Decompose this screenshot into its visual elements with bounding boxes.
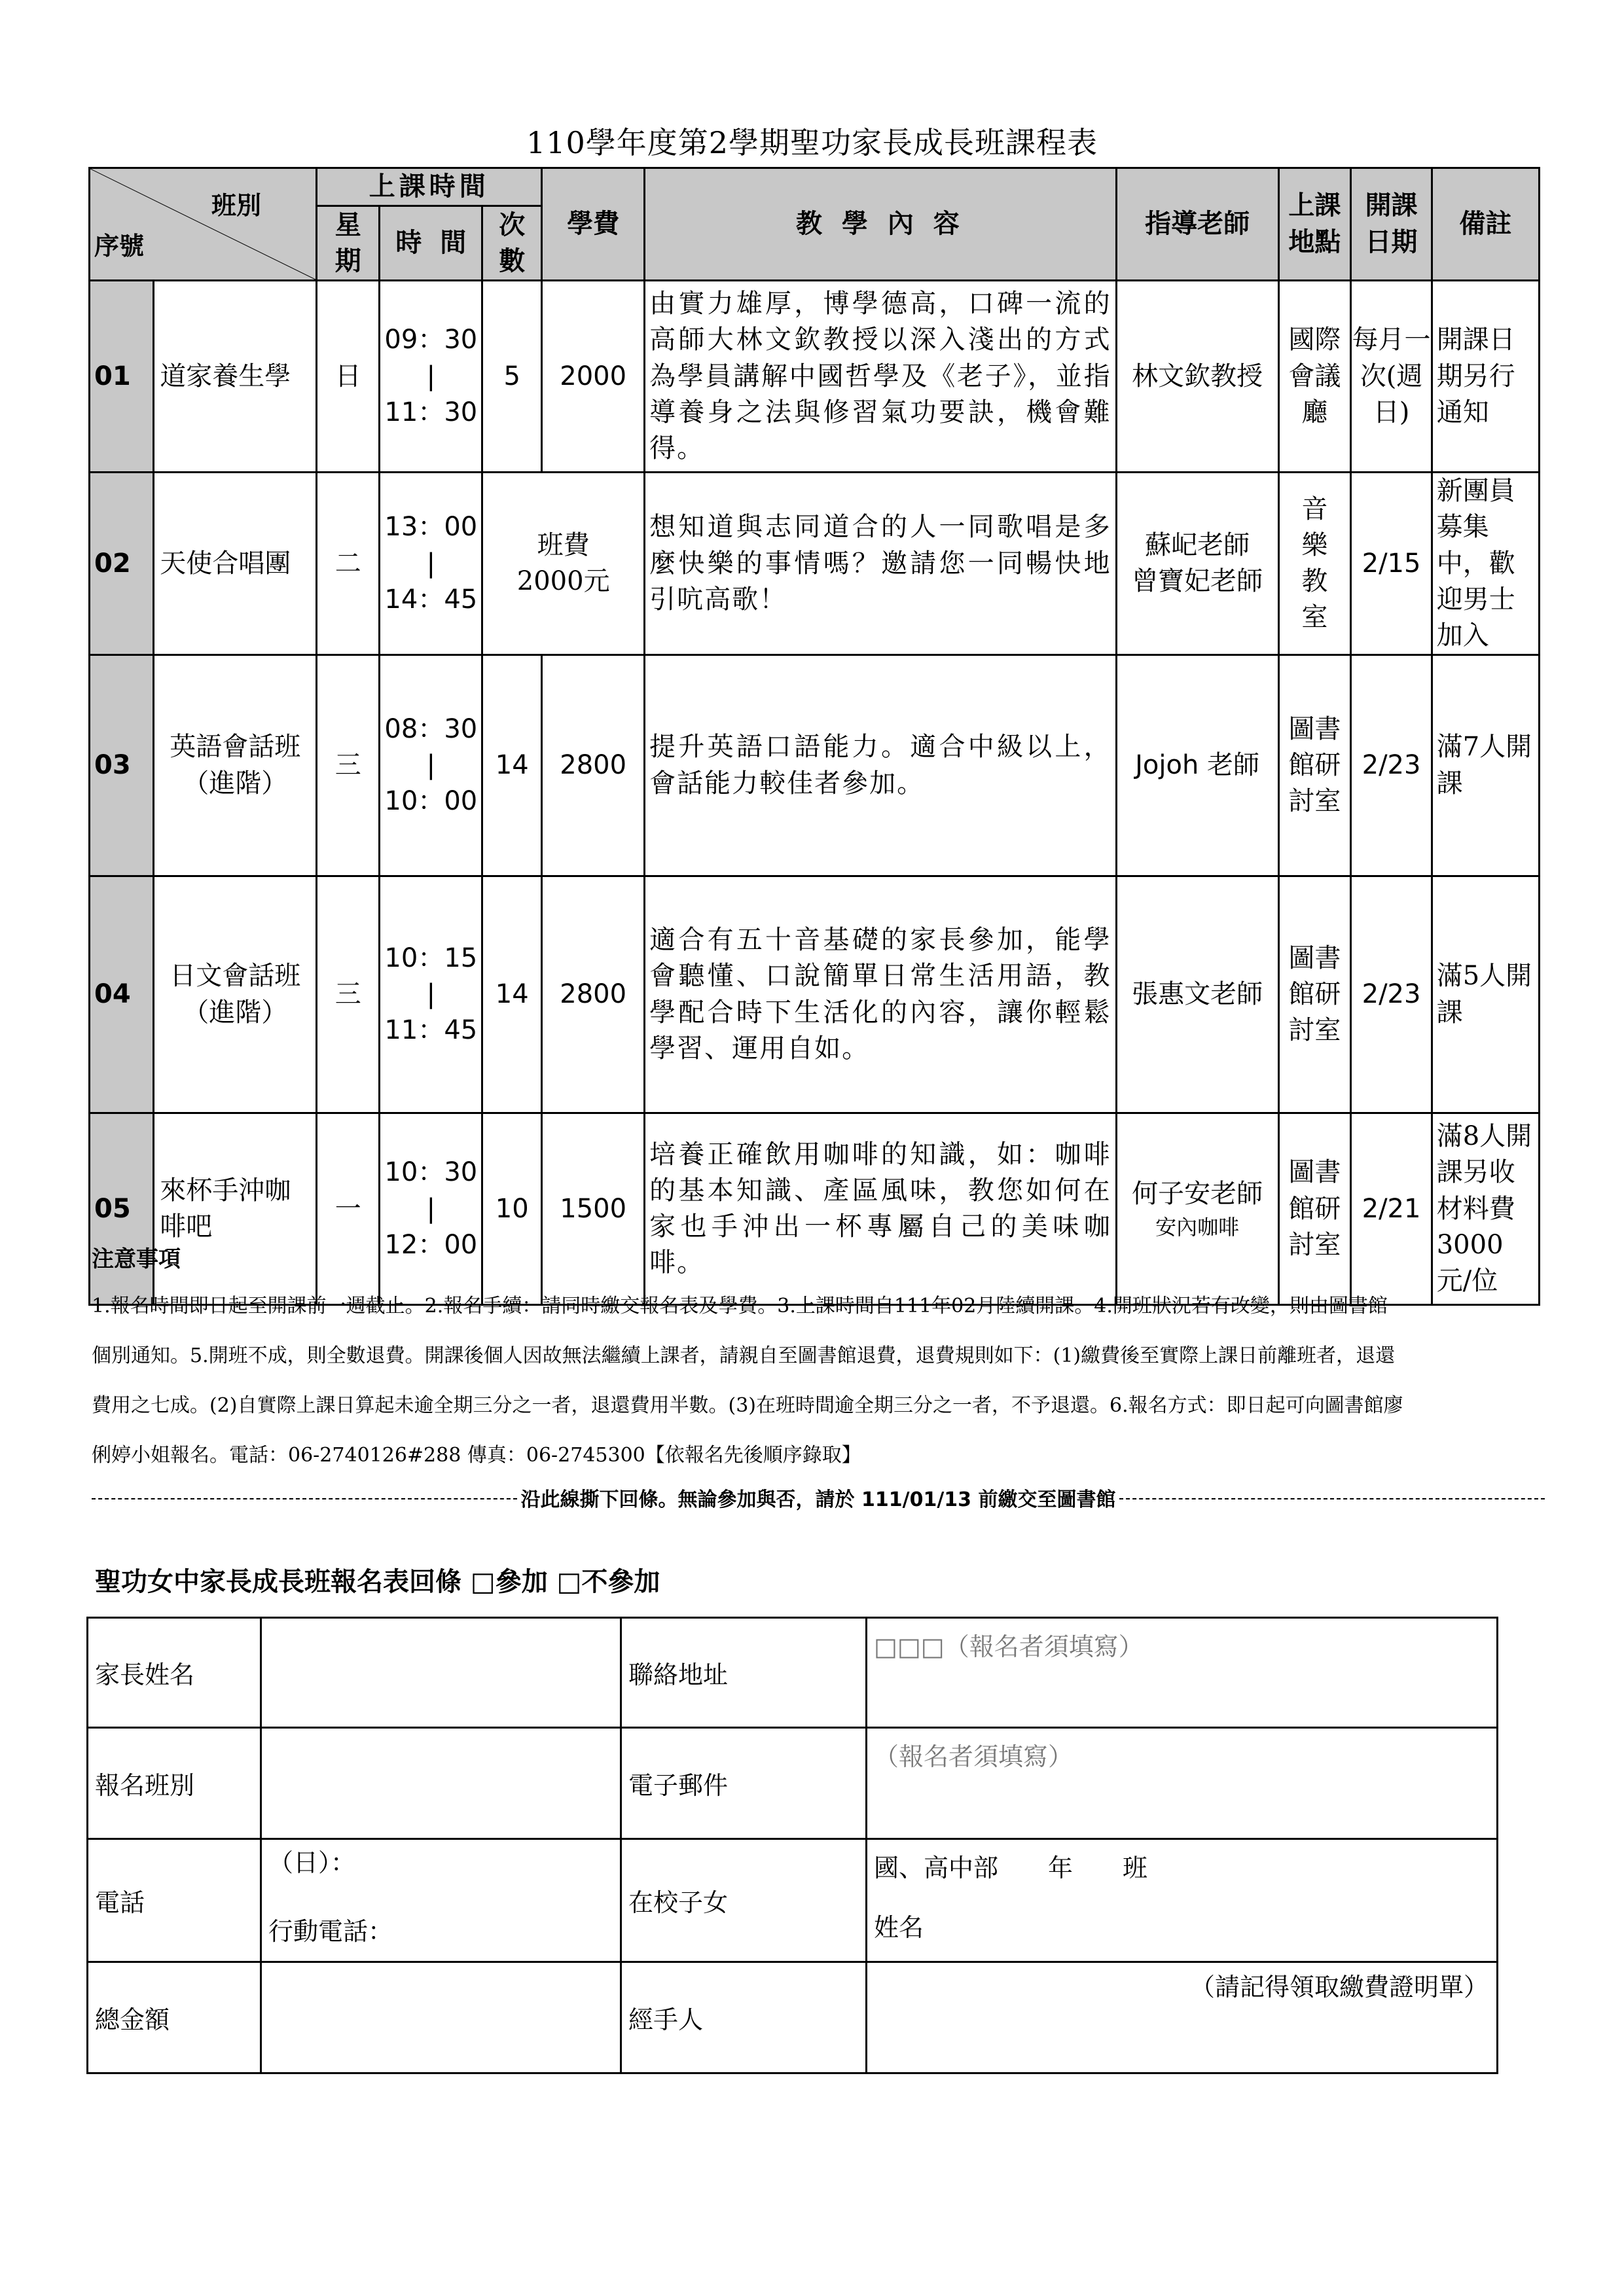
location-header: 上課地點 — [1278, 168, 1351, 281]
teacher-name: 何子安老師 — [1132, 1179, 1263, 1210]
end-time: 14：45 — [384, 584, 478, 615]
row-time — [380, 876, 482, 1113]
time-separator: | — [426, 750, 436, 781]
notes-line: 俐婷小姐報名。電話：06-2740126#288 傳真：06-2745300【依報名先後順序錄取】 — [92, 1444, 861, 1467]
row-fee: 2000 — [542, 281, 645, 473]
notes-body — [92, 1282, 1545, 1480]
row-teacher: Jojoh 老師 — [1116, 655, 1278, 876]
email-hint: （報名者須填寫） — [874, 1742, 1074, 1771]
row-teacher — [1116, 1113, 1278, 1305]
row-teacher: 張惠文老師 — [1116, 876, 1278, 1113]
row-location: 國際會議廳 — [1278, 281, 1351, 473]
row-content: 由實力雄厚，博學德高，口碑一流的高師大林文欽教授以深入淺出的方式為學員講解中國哲學及《老子》，並指導養身之法與修習氣功要訣，機會難得。 — [645, 281, 1117, 473]
row-remark: 滿8人開課另收材料費3000元/位 — [1432, 1113, 1539, 1305]
row-class-name: 英語會話班（進階） — [154, 655, 317, 876]
row-seq: 05 — [90, 1113, 154, 1305]
row-weekday: 一 — [317, 1113, 380, 1305]
course-schedule-table — [88, 167, 1540, 1306]
row-teacher: 林文欽教授 — [1116, 281, 1278, 473]
start-time: 09：30 — [384, 325, 478, 355]
dashed-line-right — [1119, 1498, 1545, 1499]
time-separator: | — [426, 361, 436, 391]
page-title: 110學年度第2學期聖功家長成長班課程表 — [526, 125, 1098, 160]
start-time: 10：30 — [384, 1157, 478, 1188]
reply-form-title: 聖功女中家長成長班報名表回條 □參加 □不參加 — [95, 1566, 660, 1597]
class-label: 報名班別 — [88, 1728, 261, 1839]
student-name-label: 姓名 — [874, 1913, 924, 1942]
time-separator: | — [426, 1193, 436, 1224]
email-label: 電子郵件 — [621, 1728, 867, 1839]
handler-label: 經手人 — [621, 1962, 867, 2073]
row-fee-merged: 班費2000元 — [482, 473, 645, 655]
row-class-name: 道家養生學 — [154, 281, 317, 473]
row-sessions: 14 — [482, 876, 542, 1113]
teacher-affiliation: 安內咖啡 — [1155, 1214, 1240, 1240]
row-seq: 02 — [90, 473, 154, 655]
handler-field[interactable] — [867, 1962, 1498, 2073]
row-remark: 新團員募集中，歡迎男士加入 — [1432, 473, 1539, 655]
row-location: 圖書館研討室 — [1278, 655, 1351, 876]
row-content: 適合有五十音基礎的家長參加，能學會聽懂、口說簡單日常生活用語，教學配合時下生活化的內容，讓你輕鬆學習、運用自如。 — [645, 876, 1117, 1113]
row-class-name: 日文會話班（進階） — [154, 876, 317, 1113]
row-time — [380, 655, 482, 876]
row-remark: 開課日期另行通知 — [1432, 281, 1539, 473]
class-field[interactable] — [261, 1728, 621, 1839]
sessions-header: 次數 — [482, 206, 542, 281]
row-weekday: 二 — [317, 473, 380, 655]
row-remark: 滿7人開課 — [1432, 655, 1539, 876]
row-location: 圖書館研討室 — [1278, 876, 1351, 1113]
phone-day-label: （日）： — [268, 1848, 356, 1877]
start-time: 08：30 — [384, 713, 478, 744]
row-time — [380, 473, 482, 655]
dashed-line-left — [92, 1498, 517, 1499]
end-time: 11：45 — [384, 1015, 478, 1046]
row-start-date: 2/15 — [1351, 473, 1432, 655]
teacher-name: 蘇屺老師 — [1145, 529, 1250, 560]
table-row — [90, 876, 1540, 1113]
student-field[interactable] — [867, 1839, 1498, 1962]
row-sessions: 5 — [482, 281, 542, 473]
tear-line-text: 沿此線撕下回條。無論參加與否，請於 111/01/13 前繳交至圖書館 — [520, 1488, 1116, 1511]
diagonal-header-cell — [90, 168, 317, 281]
start-time: 10：15 — [384, 942, 478, 973]
parent-name-field[interactable] — [261, 1618, 621, 1728]
address-label: 聯絡地址 — [621, 1618, 867, 1728]
row-sessions: 14 — [482, 655, 542, 876]
student-grade-label: 國、高中部 年 班 — [874, 1854, 1148, 1882]
table-row — [90, 281, 1540, 473]
notes-line: 個別通知。5.開班不成，則全數退費。開課後個人因故無法繼續上課者，請親自至圖書館退費，退費規則如下：(1)繳費後至實際上課日前離班者，退還 — [92, 1344, 1396, 1367]
tear-line — [92, 1484, 1545, 1511]
student-label: 在校子女 — [621, 1839, 867, 1962]
phone-label: 電話 — [88, 1839, 261, 1962]
phone-mobile-label: 行動電話： — [268, 1917, 393, 1946]
time-group-header: 上課時間 — [317, 168, 542, 206]
time-header: 時 間 — [380, 206, 482, 281]
end-time: 12：00 — [384, 1229, 478, 1260]
row-time — [380, 281, 482, 473]
notes-line: 1.報名時間即日起至開課前一週截止。2.報名手續：請同時繳交報名表及學費。3.上課時間自111年02月陸續開課。4.開班狀況若有改變，則由圖書館 — [92, 1295, 1388, 1318]
total-field[interactable] — [261, 1962, 621, 2073]
row-class-name: 來杯手沖咖啡吧 — [154, 1113, 317, 1305]
row-fee: 1500 — [542, 1113, 645, 1305]
end-time: 11：30 — [384, 397, 478, 427]
time-separator: | — [426, 548, 436, 579]
time-separator: | — [426, 979, 436, 1010]
address-field[interactable] — [867, 1618, 1498, 1728]
table-row — [90, 473, 1540, 655]
row-fee: 2800 — [542, 655, 645, 876]
total-label: 總金額 — [88, 1962, 261, 2073]
address-hint: □□□（報名者須填寫） — [874, 1632, 1144, 1661]
notes-title: 注意事項 — [92, 1246, 181, 1272]
teacher-header: 指導老師 — [1116, 168, 1278, 281]
row-fee: 2800 — [542, 876, 645, 1113]
row-remark: 滿5人開課 — [1432, 876, 1539, 1113]
teacher-name-2: 曾寶妃老師 — [1132, 566, 1263, 597]
seq-header: 序號 — [94, 232, 145, 260]
end-time: 10：00 — [384, 786, 478, 817]
row-start-date: 2/23 — [1351, 655, 1432, 876]
start-header: 開課日期 — [1351, 168, 1432, 281]
row-location: 圖書館研討室 — [1278, 1113, 1351, 1305]
row-content: 想知道與志同道合的人一同歌唱是多麼快樂的事情嗎？邀請您一同暢快地引吭高歌！ — [645, 473, 1117, 655]
row-seq: 03 — [90, 655, 154, 876]
receipt-hint: （請記得領取繳費證明單） — [1189, 1973, 1489, 2001]
fee-header: 學費 — [542, 168, 645, 281]
parent-name-label: 家長姓名 — [88, 1618, 261, 1728]
row-seq: 04 — [90, 876, 154, 1113]
row-start-date: 每月一次(週日) — [1351, 281, 1432, 473]
table-row — [90, 655, 1540, 876]
email-field[interactable] — [867, 1728, 1498, 1839]
phone-field[interactable] — [261, 1839, 621, 1962]
row-seq: 01 — [90, 281, 154, 473]
row-start-date: 2/21 — [1351, 1113, 1432, 1305]
row-class-name: 天使合唱團 — [154, 473, 317, 655]
remark-header: 備註 — [1432, 168, 1539, 281]
class-header: 班別 — [211, 191, 262, 220]
row-weekday: 三 — [317, 876, 380, 1113]
weekday-header: 星期 — [317, 206, 380, 281]
row-start-date: 2/23 — [1351, 876, 1432, 1113]
table-row — [90, 1113, 1540, 1305]
reply-form-table — [86, 1617, 1498, 2074]
row-sessions: 10 — [482, 1113, 542, 1305]
start-time: 13：00 — [384, 512, 478, 543]
row-location: 音樂教室 — [1278, 473, 1351, 655]
row-weekday: 三 — [317, 655, 380, 876]
row-weekday: 日 — [317, 281, 380, 473]
row-content: 培養正確飲用咖啡的知識，如：咖啡的基本知識、產區風味，教您如何在家也手沖出一杯專屬自己的美味咖啡。 — [645, 1113, 1117, 1305]
row-time — [380, 1113, 482, 1305]
notes-line: 費用之七成。(2)自實際上課日算起未逾全期三分之一者，退還費用半數。(3)在班時間逾全期三分之一者，不予退還。6.報名方式：即日起可向圖書館廖 — [92, 1394, 1403, 1417]
row-teacher — [1116, 473, 1278, 655]
content-header: 教 學 內 容 — [645, 168, 1117, 281]
row-content: 提升英語口語能力。適合中級以上，會話能力較佳者參加。 — [645, 655, 1117, 876]
